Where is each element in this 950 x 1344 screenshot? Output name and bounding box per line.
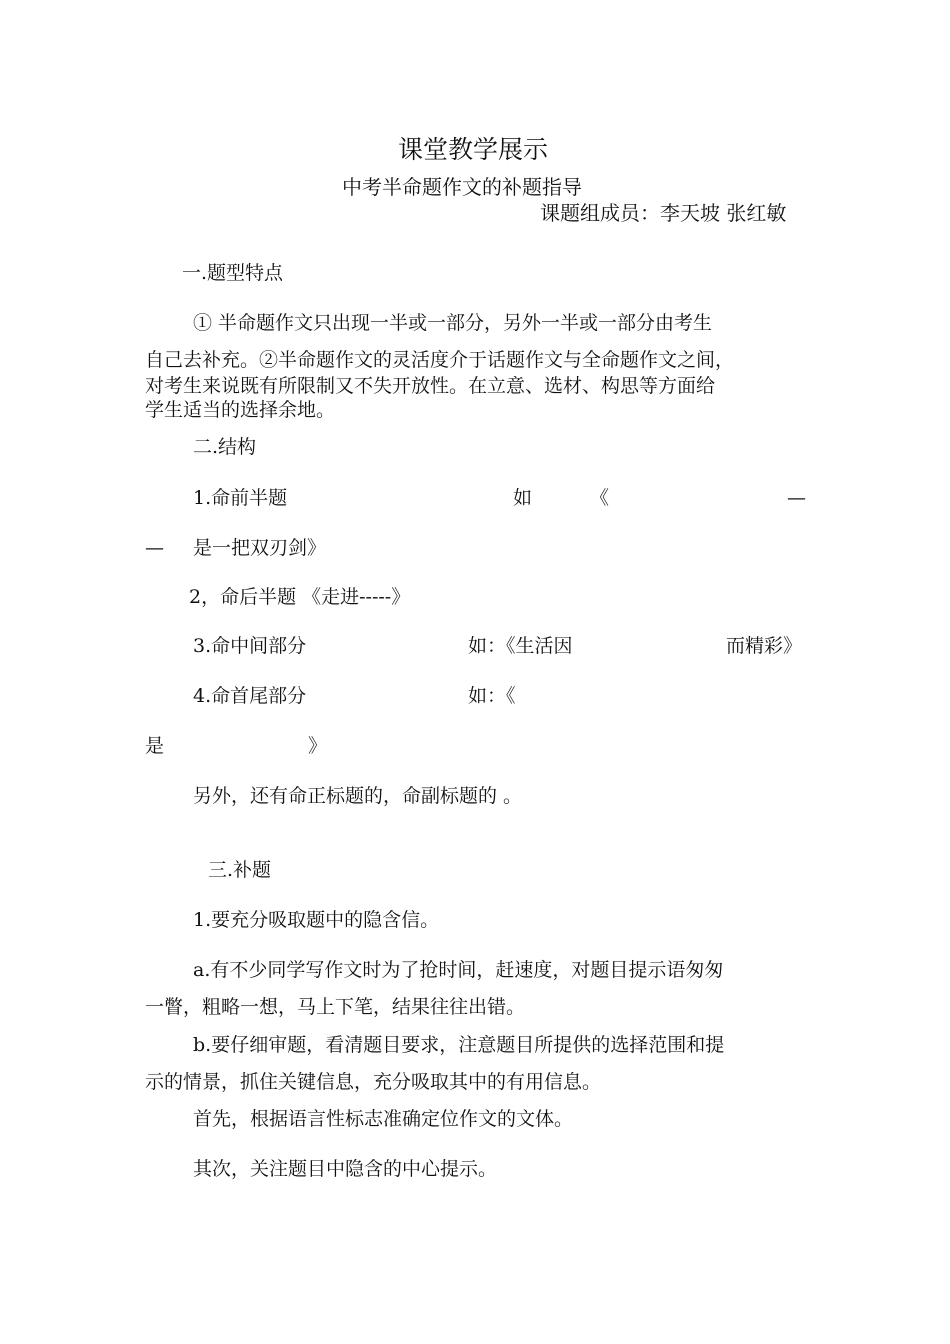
paragraph-line: 其次，关注题目中隐含的中心提示。 — [193, 1158, 498, 1180]
paragraph-line: a.有不少同学写作文时为了抢时间，赶速度，对题目提示语匆匆 — [193, 959, 724, 981]
section-heading-1: 一.题型特点 — [182, 262, 284, 284]
structure-note: 另外，还有命正标题的，命副标题的 。 — [193, 785, 523, 807]
paragraph-line: 对考生来说既有所限制又不失开放性。在立意、选材、构思等方面给 — [145, 375, 716, 397]
section-heading-2: 二.结构 — [193, 436, 257, 458]
paragraph-line: 1.要充分吸取题中的隐含信。 — [193, 909, 440, 931]
page-title: 课堂教学展示 — [398, 135, 549, 164]
paragraph-line: 示的情景，抓住关键信息，充分吸取其中的有用信息。 — [145, 1071, 602, 1093]
structure-item-4-label: 4.命首尾部分 — [193, 685, 307, 707]
paragraph-line: 学生适当的选择余地。 — [145, 399, 336, 421]
structure-item-1-label: 1.命前半题 — [193, 487, 288, 509]
structure-item-4-example: 如：《 — [468, 685, 516, 707]
paragraph-line: ① 半命题作文只出现一半或一部分，另外一半或一部分由考生 — [193, 312, 713, 334]
group-members: 课题组成员：李天坡 张红敏 — [540, 201, 787, 225]
paragraph-line: b.要仔细审题，看清题目要求，注意题目所提供的选择范围和提 — [193, 1034, 725, 1056]
structure-item-1-rest: 是一把双刃剑》 — [193, 537, 327, 559]
structure-item-2: 2，命后半题 《走进-----》 — [189, 586, 411, 608]
structure-item-1-dash: — — [145, 537, 164, 559]
paragraph-line: 自己去补充。②半命题作文的灵活度介于话题作文与全命题作文之间， — [145, 349, 735, 371]
structure-item-3-end: 而精彩》 — [726, 635, 803, 657]
structure-item-1-ru: 如 — [513, 487, 533, 509]
structure-item-3-example: 如：《生活因 — [468, 635, 573, 657]
section-heading-3: 三.补题 — [208, 859, 272, 881]
page-subtitle: 中考半命题作文的补题指导 — [342, 175, 582, 199]
structure-item-1-dash: — — [787, 487, 806, 509]
structure-item-1-open: 《 — [590, 487, 610, 509]
structure-item-3-label: 3.命中间部分 — [193, 635, 307, 657]
paragraph-line: 一瞥，粗略一想，马上下笔，结果往往出错。 — [145, 996, 526, 1018]
structure-item-4-start: 是 — [145, 735, 165, 757]
paragraph-line: 首先，根据语言性标志准确定位作文的文体。 — [193, 1108, 574, 1130]
structure-item-4-end: 》 — [308, 735, 328, 757]
